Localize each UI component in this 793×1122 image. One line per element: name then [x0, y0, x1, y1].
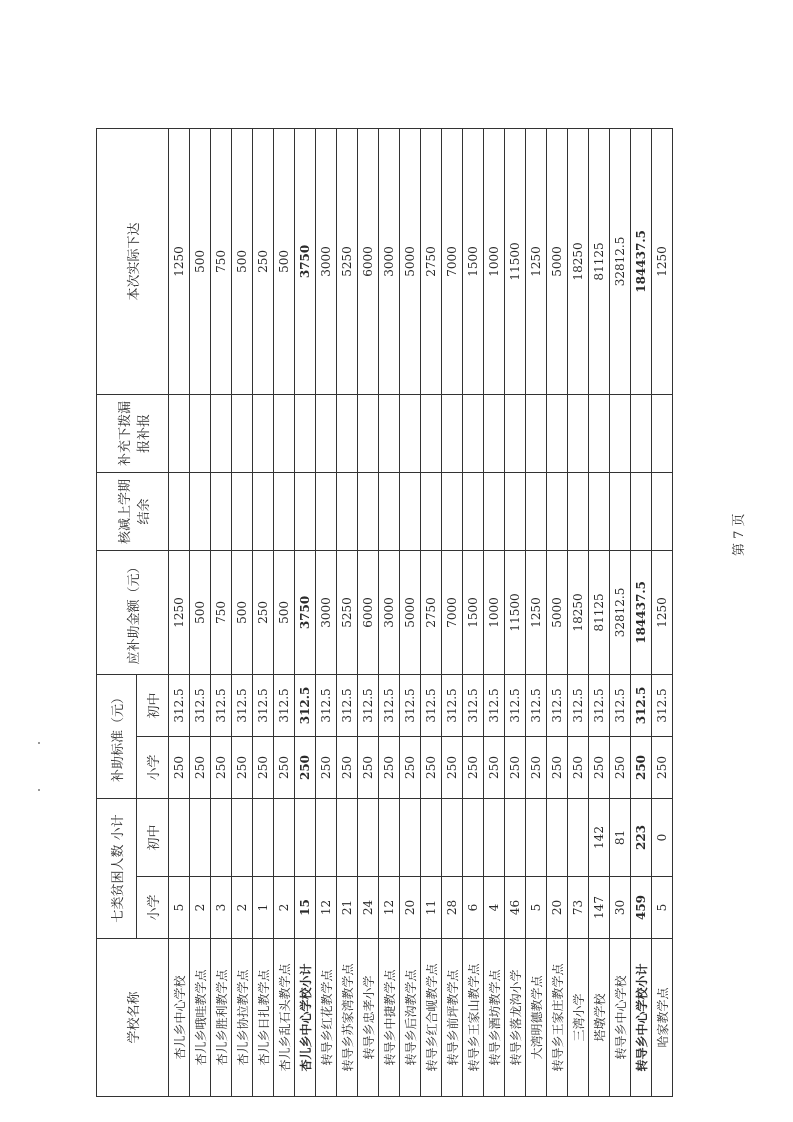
junior-count-cell [400, 798, 421, 876]
primary-count-cell: 6 [463, 877, 484, 939]
actual-cell: 500 [190, 128, 211, 394]
amount-cell: 1500 [463, 550, 484, 674]
primary-standard-cell: 250 [169, 736, 190, 798]
school-name-cell: 塔墩学校 [589, 939, 610, 1097]
supplement-cell [442, 394, 463, 472]
primary-count-cell: 12 [379, 877, 400, 939]
primary-count-cell: 1 [253, 877, 274, 939]
actual-cell: 3000 [316, 128, 337, 394]
primary-standard-cell: 250 [442, 736, 463, 798]
amount-cell: 500 [274, 550, 295, 674]
deduct-cell [505, 472, 526, 550]
actual-cell: 1250 [652, 128, 673, 394]
primary-standard-cell: 250 [652, 736, 673, 798]
primary-count-cell: 2 [274, 877, 295, 939]
primary-standard-cell: 250 [568, 736, 589, 798]
table-row [463, 128, 484, 1096]
primary-count-cell: 24 [358, 877, 379, 939]
school-name-cell: 杏儿乡日扎教学点 [253, 939, 274, 1097]
supplement-cell [484, 394, 505, 472]
supplement-cell [589, 394, 610, 472]
deduct-cell [379, 472, 400, 550]
primary-standard-cell: 250 [253, 736, 274, 798]
school-name-cell: 杏儿乡中心学校小计 [295, 939, 316, 1097]
deduct-cell [484, 472, 505, 550]
deduct-cell [610, 472, 631, 550]
deduct-cell [526, 472, 547, 550]
primary-count-cell: 4 [484, 877, 505, 939]
junior-count-cell [442, 798, 463, 876]
deduct-cell [232, 472, 253, 550]
subsidy-table [96, 128, 673, 1097]
table-row [253, 128, 274, 1096]
actual-cell: 6000 [358, 128, 379, 394]
amount-cell: 81125 [589, 550, 610, 674]
actual-cell: 32812.5 [610, 128, 631, 394]
supplement-cell [421, 394, 442, 472]
table-row [547, 128, 568, 1096]
amount-cell: 1250 [526, 550, 547, 674]
header-deduct: 核减上学期结余 [97, 472, 169, 550]
primary-count-cell: 459 [631, 877, 652, 939]
primary-count-cell: 46 [505, 877, 526, 939]
actual-cell: 18250 [568, 128, 589, 394]
school-name-cell: 转导乡红花教学点 [316, 939, 337, 1097]
junior-standard-cell: 312.5 [589, 674, 610, 736]
school-name-cell: 杏儿乡协拉教学点 [232, 939, 253, 1097]
junior-count-cell [211, 798, 232, 876]
supplement-cell [568, 394, 589, 472]
junior-standard-cell: 312.5 [568, 674, 589, 736]
header-subsidy-standard: 补助标准（元） [97, 674, 137, 798]
scan-speck [38, 789, 40, 791]
school-name-cell: 大湾明德教学点 [526, 939, 547, 1097]
junior-count-cell [547, 798, 568, 876]
subtotal-row [295, 128, 316, 1096]
school-name-cell: 转导乡王家山教学点 [463, 939, 484, 1097]
header-school-name: 学校名称 [97, 939, 169, 1097]
primary-count-cell: 5 [169, 877, 190, 939]
actual-cell: 5000 [547, 128, 568, 394]
table-row [652, 128, 673, 1096]
primary-count-cell: 2 [190, 877, 211, 939]
deduct-cell [421, 472, 442, 550]
table-row [190, 128, 211, 1096]
school-name-cell: 转导乡中心学校小计 [631, 939, 652, 1097]
junior-standard-cell: 312.5 [358, 674, 379, 736]
primary-standard-cell: 250 [211, 736, 232, 798]
junior-standard-cell: 312.5 [484, 674, 505, 736]
primary-standard-cell: 250 [421, 736, 442, 798]
header-std-junior: 初中 [137, 674, 169, 736]
primary-standard-cell: 250 [337, 736, 358, 798]
supplement-cell [463, 394, 484, 472]
header-actual: 本次实际下达 [97, 128, 169, 394]
supplement-cell [295, 394, 316, 472]
primary-count-cell: 20 [547, 877, 568, 939]
amount-cell: 500 [232, 550, 253, 674]
primary-standard-cell: 250 [526, 736, 547, 798]
junior-standard-cell: 312.5 [253, 674, 274, 736]
junior-standard-cell: 312.5 [463, 674, 484, 736]
junior-standard-cell: 312.5 [610, 674, 631, 736]
table-row [442, 128, 463, 1096]
school-name-cell: 转导乡后沟教学点 [400, 939, 421, 1097]
junior-standard-cell: 312.5 [316, 674, 337, 736]
supplement-cell [631, 394, 652, 472]
amount-cell: 7000 [442, 550, 463, 674]
table-body [169, 128, 673, 1096]
table-row [484, 128, 505, 1096]
amount-cell: 5250 [337, 550, 358, 674]
table-row [211, 128, 232, 1096]
actual-cell: 5250 [337, 128, 358, 394]
deduct-cell [442, 472, 463, 550]
amount-cell: 3000 [379, 550, 400, 674]
rotated-sheet [96, 129, 670, 1097]
primary-count-cell: 2 [232, 877, 253, 939]
primary-count-cell: 30 [610, 877, 631, 939]
school-name-cell: 转导乡中捷教学点 [379, 939, 400, 1097]
table-row [337, 128, 358, 1096]
amount-cell: 750 [211, 550, 232, 674]
deduct-cell [169, 472, 190, 550]
deduct-cell [358, 472, 379, 550]
junior-count-cell [421, 798, 442, 876]
junior-standard-cell: 312.5 [337, 674, 358, 736]
actual-cell: 250 [253, 128, 274, 394]
table-row [379, 128, 400, 1096]
junior-count-cell [169, 798, 190, 876]
junior-standard-cell: 312.5 [379, 674, 400, 736]
actual-cell: 5000 [400, 128, 421, 394]
school-name-cell: 转导乡王家庄教学点 [547, 939, 568, 1097]
primary-standard-cell: 250 [484, 736, 505, 798]
amount-cell: 11500 [505, 550, 526, 674]
junior-standard-cell: 312.5 [169, 674, 190, 736]
deduct-cell [316, 472, 337, 550]
table-row [274, 128, 295, 1096]
primary-standard-cell: 250 [505, 736, 526, 798]
header-count-junior: 初中 [137, 798, 169, 876]
table-row [610, 128, 631, 1096]
subtotal-row [631, 128, 652, 1096]
deduct-cell [568, 472, 589, 550]
junior-count-cell [568, 798, 589, 876]
primary-standard-cell: 250 [610, 736, 631, 798]
junior-count-cell [526, 798, 547, 876]
deduct-cell [274, 472, 295, 550]
page-number: 第 7 页 [732, 513, 747, 556]
primary-standard-cell: 250 [379, 736, 400, 798]
junior-standard-cell: 312.5 [232, 674, 253, 736]
supplement-cell [547, 394, 568, 472]
actual-cell: 500 [274, 128, 295, 394]
school-name-cell: 哈家教学点 [652, 939, 673, 1097]
supplement-cell [274, 394, 295, 472]
amount-cell: 3750 [295, 550, 316, 674]
junior-count-cell [295, 798, 316, 876]
actual-cell: 3750 [295, 128, 316, 394]
actual-cell: 1250 [526, 128, 547, 394]
actual-cell: 7000 [442, 128, 463, 394]
actual-cell: 750 [211, 128, 232, 394]
table-row [316, 128, 337, 1096]
deduct-cell [400, 472, 421, 550]
primary-count-cell: 28 [442, 877, 463, 939]
junior-standard-cell: 312.5 [631, 674, 652, 736]
primary-standard-cell: 250 [274, 736, 295, 798]
table-row [505, 128, 526, 1096]
amount-cell: 5000 [400, 550, 421, 674]
junior-count-cell [463, 798, 484, 876]
primary-count-cell: 11 [421, 877, 442, 939]
school-name-cell: 转导乡落龙沟小学 [505, 939, 526, 1097]
actual-cell: 184437.5 [631, 128, 652, 394]
supplement-cell [211, 394, 232, 472]
junior-standard-cell: 312.5 [400, 674, 421, 736]
junior-standard-cell: 312.5 [526, 674, 547, 736]
table-row [526, 128, 547, 1096]
scan-speck [38, 742, 40, 744]
header-poor-count: 七类贫困人数 小计 [97, 798, 137, 938]
junior-standard-cell: 312.5 [274, 674, 295, 736]
primary-standard-cell: 250 [463, 736, 484, 798]
junior-standard-cell: 312.5 [505, 674, 526, 736]
supplement-cell [190, 394, 211, 472]
primary-standard-cell: 250 [547, 736, 568, 798]
deduct-cell [631, 472, 652, 550]
junior-count-cell: 81 [610, 798, 631, 876]
primary-standard-cell: 250 [232, 736, 253, 798]
supplement-cell [253, 394, 274, 472]
deduct-cell [652, 472, 673, 550]
junior-count-cell [505, 798, 526, 876]
primary-count-cell: 5 [526, 877, 547, 939]
supplement-cell [316, 394, 337, 472]
amount-cell: 250 [253, 550, 274, 674]
supplement-cell [379, 394, 400, 472]
junior-count-cell [316, 798, 337, 876]
junior-standard-cell: 312.5 [211, 674, 232, 736]
primary-count-cell: 3 [211, 877, 232, 939]
deduct-cell [589, 472, 610, 550]
primary-standard-cell: 250 [358, 736, 379, 798]
amount-cell: 1250 [169, 550, 190, 674]
amount-cell: 5000 [547, 550, 568, 674]
amount-cell: 500 [190, 550, 211, 674]
deduct-cell [190, 472, 211, 550]
primary-standard-cell: 250 [295, 736, 316, 798]
primary-count-cell: 5 [652, 877, 673, 939]
junior-standard-cell: 312.5 [421, 674, 442, 736]
supplement-cell [358, 394, 379, 472]
junior-standard-cell: 312.5 [295, 674, 316, 736]
supplement-cell [337, 394, 358, 472]
school-name-cell: 杏儿乡胜利教学点 [211, 939, 232, 1097]
primary-standard-cell: 250 [400, 736, 421, 798]
school-name-cell: 杏儿乡乱石头教学点 [274, 939, 295, 1097]
junior-count-cell: 223 [631, 798, 652, 876]
school-name-cell: 转导乡中心学校 [610, 939, 631, 1097]
amount-cell: 32812.5 [610, 550, 631, 674]
actual-cell: 1000 [484, 128, 505, 394]
actual-cell: 3000 [379, 128, 400, 394]
school-name-cell: 转导乡前坪教学点 [442, 939, 463, 1097]
junior-standard-cell: 312.5 [442, 674, 463, 736]
deduct-cell [337, 472, 358, 550]
header-std-primary: 小学 [137, 736, 169, 798]
primary-standard-cell: 250 [589, 736, 610, 798]
table-row [568, 128, 589, 1096]
junior-count-cell: 0 [652, 798, 673, 876]
junior-count-cell [379, 798, 400, 876]
school-name-cell: 转导乡苏家湾教学点 [337, 939, 358, 1097]
table-row [400, 128, 421, 1096]
amount-cell: 1000 [484, 550, 505, 674]
deduct-cell [211, 472, 232, 550]
primary-count-cell: 20 [400, 877, 421, 939]
primary-count-cell: 21 [337, 877, 358, 939]
table-row [421, 128, 442, 1096]
table-row [358, 128, 379, 1096]
table-row [589, 128, 610, 1096]
junior-count-cell [232, 798, 253, 876]
primary-count-cell: 15 [295, 877, 316, 939]
actual-cell: 1500 [463, 128, 484, 394]
junior-standard-cell: 312.5 [652, 674, 673, 736]
amount-cell: 3000 [316, 550, 337, 674]
actual-cell: 1250 [169, 128, 190, 394]
junior-standard-cell: 312.5 [547, 674, 568, 736]
amount-cell: 1250 [652, 550, 673, 674]
supplement-cell [610, 394, 631, 472]
supplement-cell [652, 394, 673, 472]
supplement-cell [169, 394, 190, 472]
amount-cell: 6000 [358, 550, 379, 674]
primary-count-cell: 147 [589, 877, 610, 939]
junior-count-cell: 142 [589, 798, 610, 876]
actual-cell: 11500 [505, 128, 526, 394]
junior-count-cell [274, 798, 295, 876]
primary-standard-cell: 250 [190, 736, 211, 798]
junior-count-cell [253, 798, 274, 876]
junior-standard-cell: 312.5 [190, 674, 211, 736]
junior-count-cell [190, 798, 211, 876]
header-count-primary: 小学 [137, 877, 169, 939]
amount-cell: 2750 [421, 550, 442, 674]
deduct-cell [295, 472, 316, 550]
junior-count-cell [484, 798, 505, 876]
amount-cell: 18250 [568, 550, 589, 674]
supplement-cell [400, 394, 421, 472]
junior-count-cell [358, 798, 379, 876]
supplement-cell [232, 394, 253, 472]
supplement-cell [526, 394, 547, 472]
actual-cell: 500 [232, 128, 253, 394]
deduct-cell [253, 472, 274, 550]
table-row [169, 128, 190, 1096]
school-name-cell: 转导乡红合岘教学点 [421, 939, 442, 1097]
school-name-cell: 转导乡酒坊教学点 [484, 939, 505, 1097]
primary-standard-cell: 250 [316, 736, 337, 798]
school-name-cell: 杏儿乡哦哇教学点 [190, 939, 211, 1097]
amount-cell: 184437.5 [631, 550, 652, 674]
primary-count-cell: 73 [568, 877, 589, 939]
supplement-cell [505, 394, 526, 472]
junior-count-cell [337, 798, 358, 876]
actual-cell: 2750 [421, 128, 442, 394]
deduct-cell [547, 472, 568, 550]
primary-count-cell: 12 [316, 877, 337, 939]
school-name-cell: 转导乡忠孝小学 [358, 939, 379, 1097]
school-name-cell: 三湾小学 [568, 939, 589, 1097]
primary-standard-cell: 250 [631, 736, 652, 798]
deduct-cell [463, 472, 484, 550]
table-row [232, 128, 253, 1096]
school-name-cell: 杏儿乡中心学校 [169, 939, 190, 1097]
header-amount: 应补助金额（元） [97, 550, 169, 674]
actual-cell: 81125 [589, 128, 610, 394]
header-supplement: 补充下拨漏报补报 [97, 394, 169, 472]
